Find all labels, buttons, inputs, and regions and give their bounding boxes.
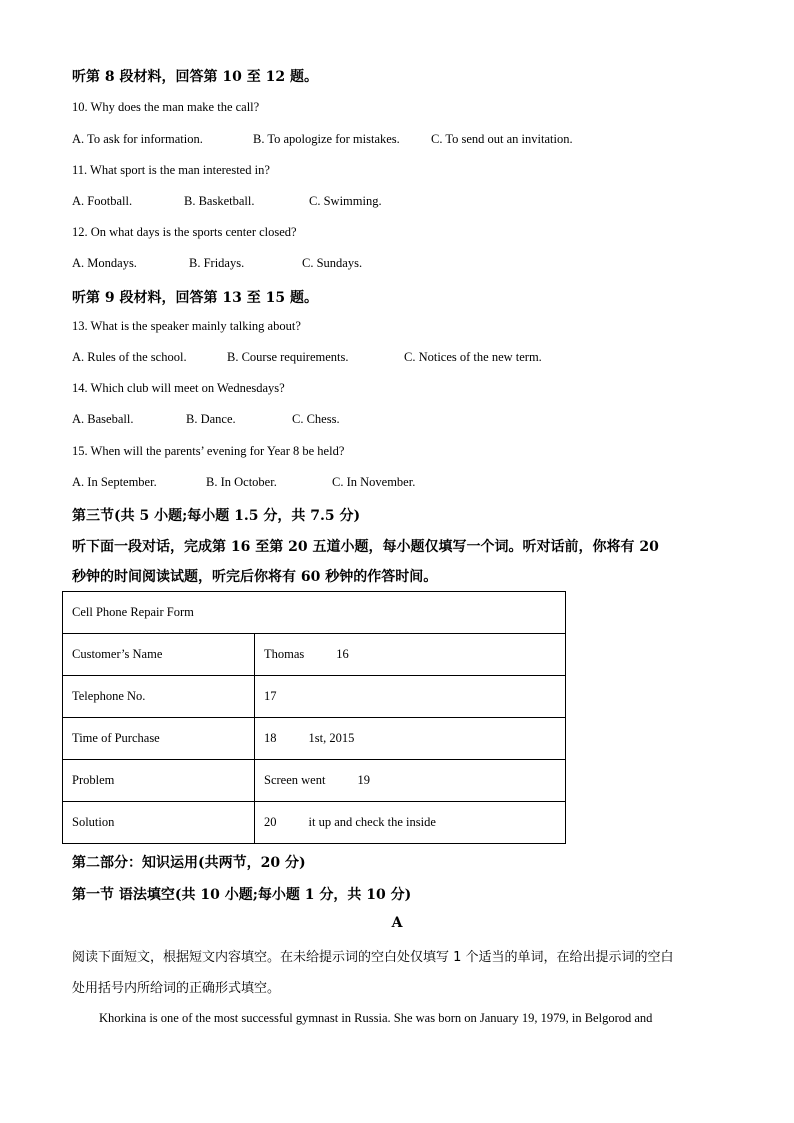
table-row bbox=[63, 718, 566, 760]
option-c: C. In November. bbox=[332, 475, 416, 489]
option-a: A. In September. bbox=[72, 475, 157, 489]
option-c: C. Swimming. bbox=[309, 194, 382, 208]
section-heading: 听第 8 段材料，回答第 10 至 12 题。 bbox=[72, 69, 318, 85]
row-value bbox=[255, 676, 566, 718]
option-a: A. Football. bbox=[72, 194, 133, 208]
value-text: Thomas bbox=[264, 647, 305, 661]
option-b: B. Basketball. bbox=[184, 194, 255, 208]
question-stem: 14. Which club will meet on Wednesdays? bbox=[72, 381, 285, 395]
question-stem: 15. When will the parents’ evening for Year 8 be held? bbox=[72, 444, 345, 458]
blank-number: 20 bbox=[264, 815, 277, 829]
instruction-line: 处用括号内所给词的正确形式填空。 bbox=[72, 981, 281, 996]
passage-label: A bbox=[391, 915, 403, 931]
option-b: B. In October. bbox=[206, 475, 277, 489]
row-label: Time of Purchase bbox=[63, 718, 255, 760]
value-text: Screen went bbox=[264, 773, 326, 787]
table-row bbox=[63, 802, 566, 844]
row-value bbox=[255, 802, 566, 844]
instruction-line: 秒钟的时间阅读试题，听完后你将有 60 秒钟的作答时间。 bbox=[72, 569, 438, 585]
option-a: A. To ask for information. bbox=[72, 132, 203, 146]
row-value bbox=[255, 634, 566, 676]
row-label: Telephone No. bbox=[63, 676, 255, 718]
option-a: A. Baseball. bbox=[72, 412, 134, 426]
blank-number: 17 bbox=[264, 689, 277, 703]
option-a: A. Mondays. bbox=[72, 256, 137, 270]
table-row bbox=[63, 592, 566, 634]
blank-number: 16 bbox=[336, 647, 349, 661]
form-title: Cell Phone Repair Form bbox=[63, 592, 566, 634]
option-c: C. Chess. bbox=[292, 412, 340, 426]
question-stem: 11. What sport is the man interested in? bbox=[72, 163, 270, 177]
table-row bbox=[63, 634, 566, 676]
blank-number: 18 bbox=[264, 731, 277, 745]
blank-number: 19 bbox=[357, 773, 370, 787]
table-row bbox=[63, 676, 566, 718]
value-text: it up and check the inside bbox=[308, 815, 436, 829]
row-label: Problem bbox=[63, 760, 255, 802]
part-heading: 第二部分：知识运用(共两节，20 分) bbox=[72, 855, 306, 871]
option-c: C. To send out an invitation. bbox=[431, 132, 573, 146]
part-heading: 第三节(共 5 小题;每小题 1.5 分，共 7.5 分) bbox=[72, 508, 361, 524]
option-c: C. Notices of the new term. bbox=[404, 350, 542, 364]
option-b: B. Dance. bbox=[186, 412, 236, 426]
option-b: B. To apologize for mistakes. bbox=[253, 132, 400, 146]
row-value bbox=[255, 760, 566, 802]
row-label: Solution bbox=[63, 802, 255, 844]
value-text: 1st, 2015 bbox=[308, 731, 355, 745]
table-row bbox=[63, 760, 566, 802]
question-stem: 13. What is the speaker mainly talking about? bbox=[72, 319, 301, 333]
section-heading: 第一节 语法填空(共 10 小题;每小题 1 分，共 10 分) bbox=[72, 887, 412, 903]
option-c: C. Sundays. bbox=[302, 256, 363, 270]
question-stem: 12. On what days is the sports center closed? bbox=[72, 225, 297, 239]
instruction-line: 听下面一段对话，完成第 16 至第 20 五道小题，每小题仅填写一个词。听对话前，你将有 20 bbox=[72, 539, 659, 555]
option-a: A. Rules of the school. bbox=[72, 350, 187, 364]
section-heading: 听第 9 段材料，回答第 13 至 15 题。 bbox=[72, 290, 318, 306]
option-b: B. Course requirements. bbox=[227, 350, 349, 364]
row-value bbox=[255, 718, 566, 760]
instruction-line: 阅读下面短文，根据短文内容填空。在未给提示词的空白处仅填写 1 个适当的单词，在给出提示词的空白 bbox=[72, 950, 674, 965]
option-b: B. Fridays. bbox=[189, 256, 245, 270]
row-label: Customer’s Name bbox=[63, 634, 255, 676]
repair-form-table bbox=[62, 591, 566, 844]
question-stem: 10. Why does the man make the call? bbox=[72, 100, 260, 114]
passage-text: Khorkina is one of the most successful gymnast in Russia. She was born on January 19, 1979, in Belgorod and bbox=[99, 1011, 653, 1025]
